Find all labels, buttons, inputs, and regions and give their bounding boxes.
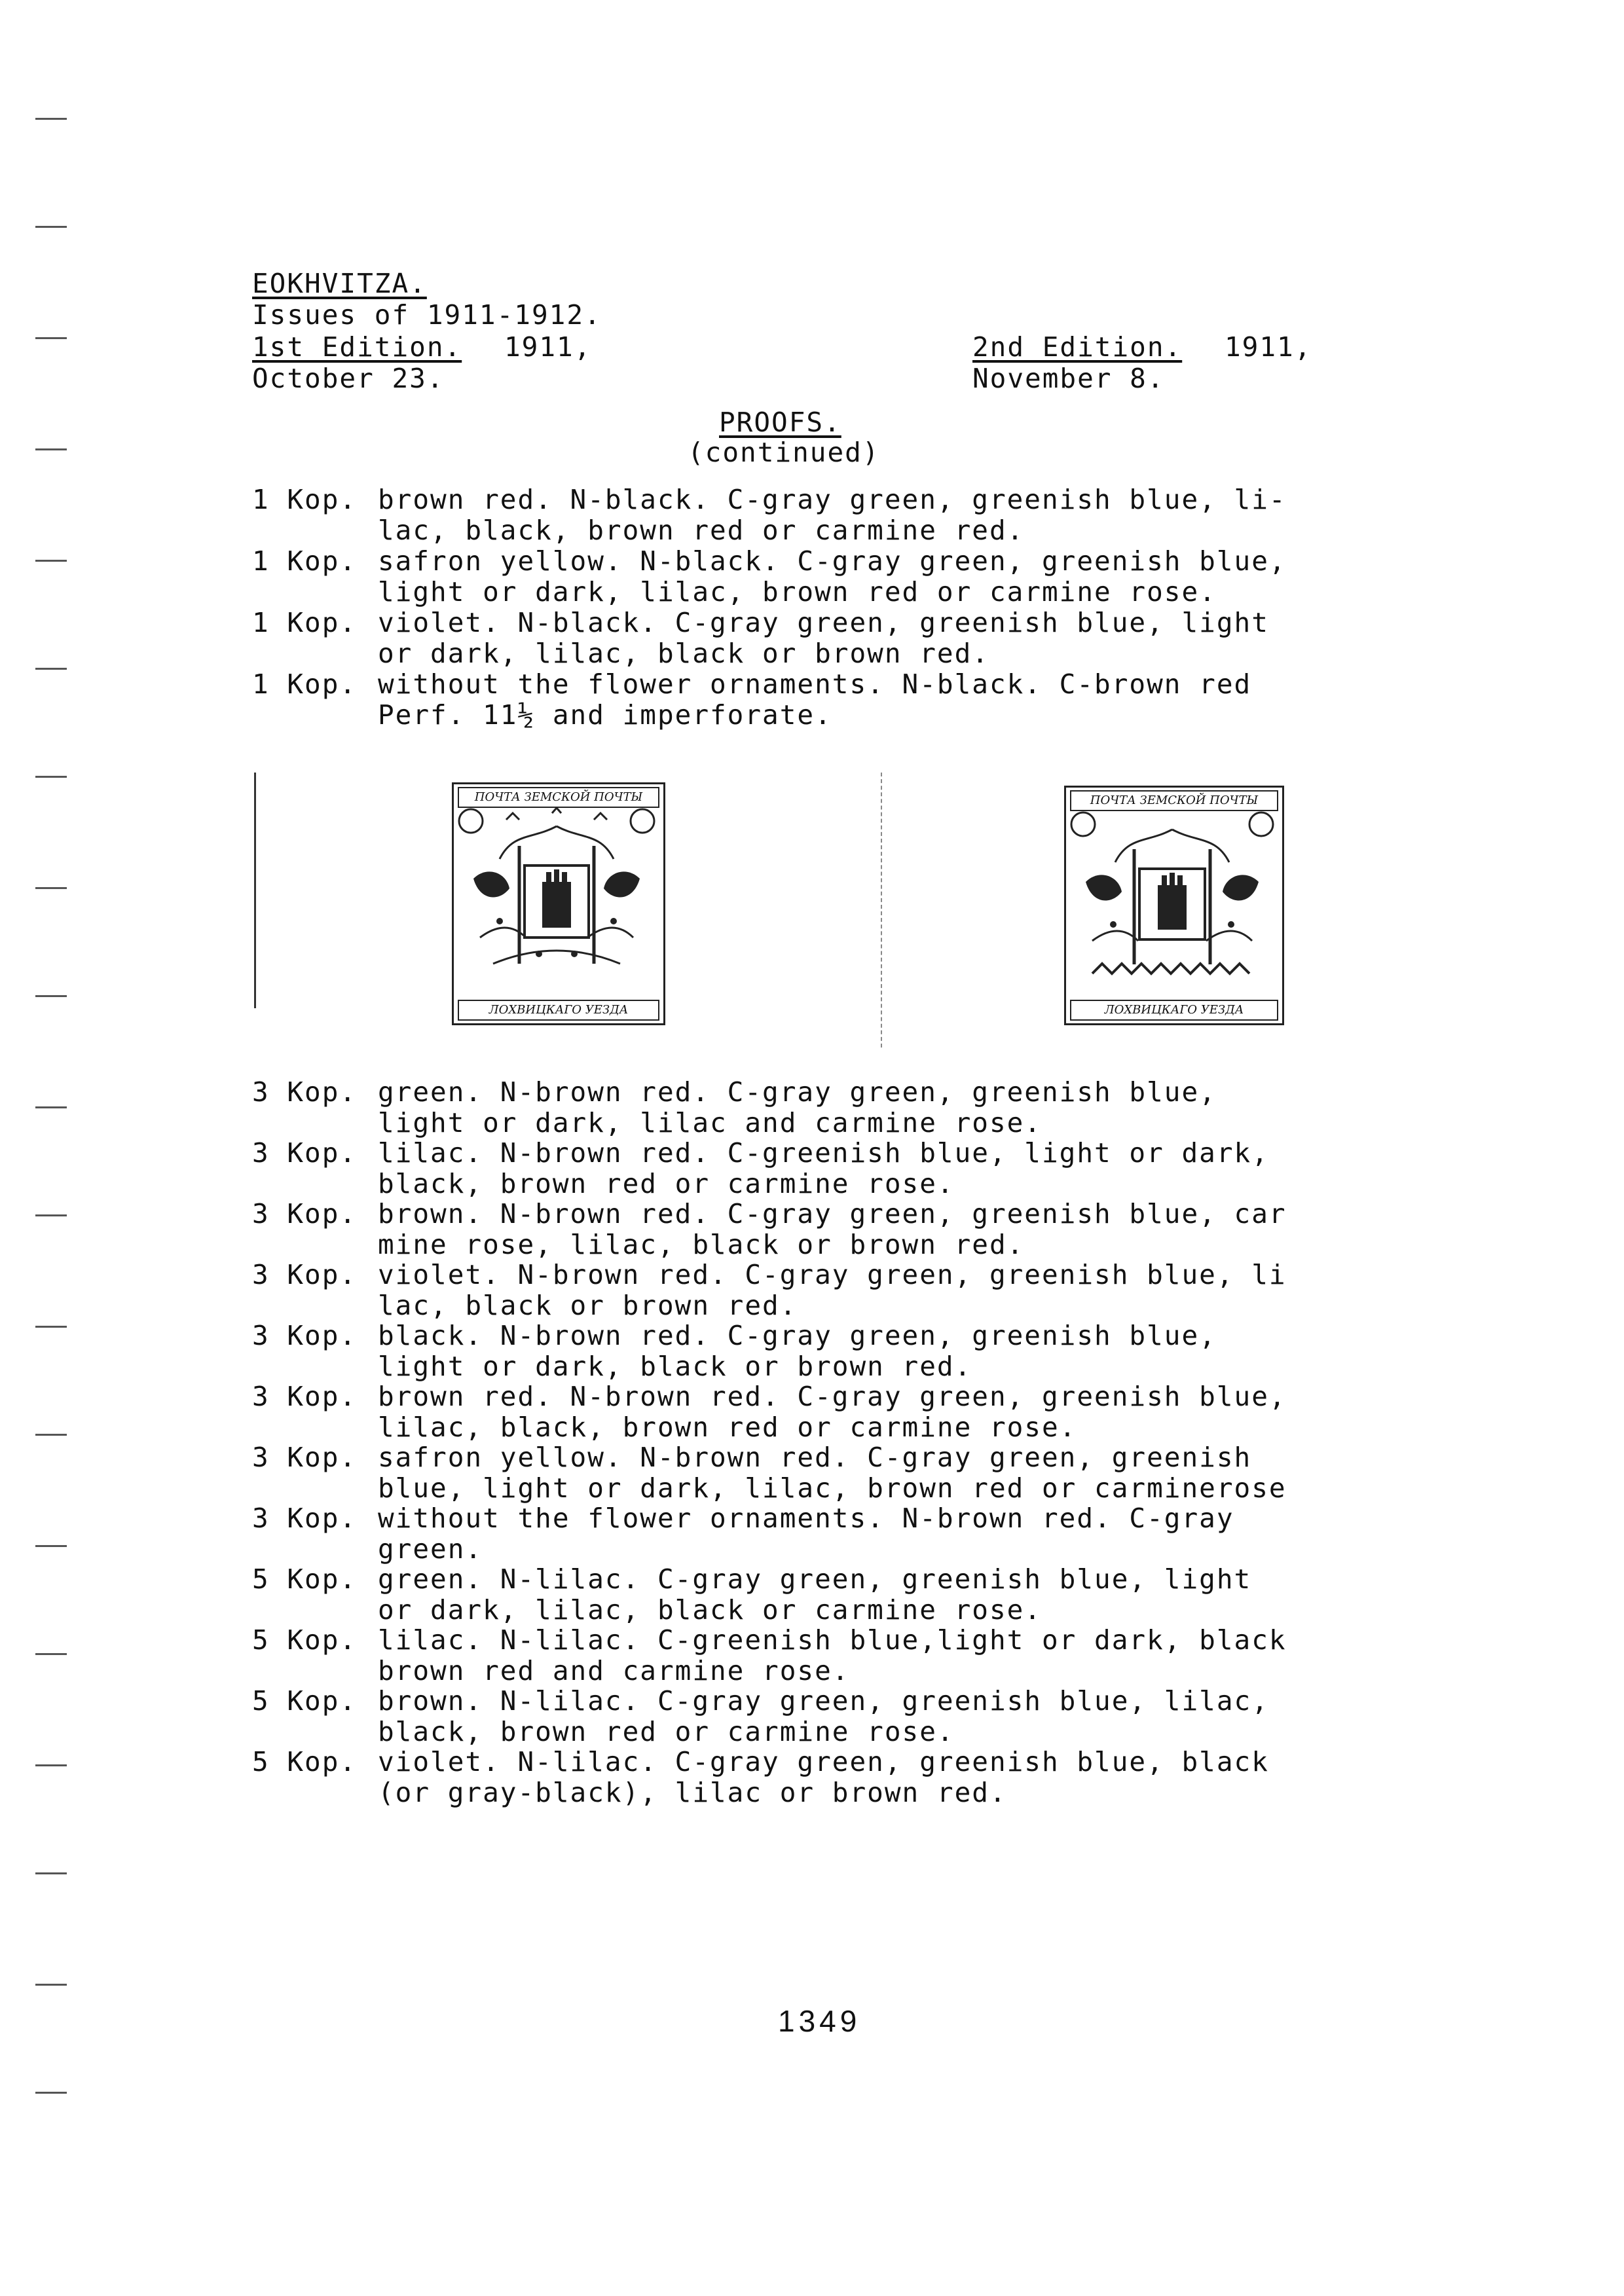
list-item xyxy=(252,608,1333,669)
margin-tick xyxy=(35,1653,67,1655)
list-item xyxy=(252,1686,1333,1747)
margin-tick xyxy=(35,1545,67,1547)
denomination: 3 Kop. xyxy=(252,1198,358,1230)
description-line: safron yellow. N-black. C-gray green, greenish blue, xyxy=(378,545,1287,577)
margin-tick xyxy=(35,995,67,997)
denomination: 3 Kop. xyxy=(252,1381,358,1412)
list-item xyxy=(252,1138,1333,1199)
list-item xyxy=(252,1077,1333,1139)
description-line: green. N-lilac. C-gray green, greenish blue, light xyxy=(378,1563,1252,1595)
first-edition-year: 1911, xyxy=(504,331,592,363)
denomination: 3 Kop. xyxy=(252,1259,358,1290)
description-line: brown red and carmine rose. xyxy=(378,1655,850,1686)
list-item xyxy=(252,546,1333,608)
description-line: green. N-brown red. C-gray green, greenish blue, xyxy=(378,1076,1217,1108)
second-edition-label: 2nd Edition. xyxy=(972,331,1183,363)
denomination: 3 Kop. xyxy=(252,1503,358,1534)
list-item xyxy=(252,1199,1333,1260)
list-item xyxy=(252,1381,1333,1443)
denomination: 5 Kop. xyxy=(252,1746,358,1777)
margin-tick xyxy=(35,776,67,778)
list-item xyxy=(252,1747,1333,1808)
description-line: violet. N-brown red. C-gray green, greenish blue, li xyxy=(378,1259,1287,1290)
margin-tick xyxy=(35,1434,67,1436)
list-item xyxy=(252,1503,1333,1565)
stamp-image xyxy=(1064,786,1284,1025)
margin-tick xyxy=(35,337,67,339)
stamp-top-inscription: ПОЧТА ЗЕМСКОЙ ПОЧТЫ xyxy=(1070,790,1278,811)
description-line: without the flower ornaments. N-brown red. C-gray xyxy=(378,1503,1234,1534)
margin-tick xyxy=(35,1764,67,1766)
denomination: 3 Kop. xyxy=(252,1137,358,1169)
list-item xyxy=(252,484,1333,546)
description-line: blue, light or dark, lilac, brown red or carminerose xyxy=(378,1472,1287,1504)
description-line: lilac, black, brown red or carmine rose. xyxy=(378,1412,1077,1443)
margin-tick xyxy=(35,448,67,450)
coat-of-arms-icon xyxy=(1066,810,1278,997)
margin-tick xyxy=(35,668,67,670)
description-line: black, brown red or carmine rose. xyxy=(378,1716,955,1747)
description-line: without the flower ornaments. N-black. C-brown red xyxy=(378,668,1252,700)
description-line: lac, black, brown red or carmine red. xyxy=(378,515,1025,546)
denomination: 3 Kop. xyxy=(252,1076,358,1108)
description-line: safron yellow. N-brown red. C-gray green, greenish xyxy=(378,1442,1252,1473)
margin-tick xyxy=(35,1326,67,1328)
description-line: lilac. N-brown red. C-greenish blue, light or dark, xyxy=(378,1137,1269,1169)
place-heading: EOKHVITZA. xyxy=(252,268,427,299)
margin-tick xyxy=(35,887,67,889)
margin-tick xyxy=(35,1214,67,1216)
description-line: violet. N-lilac. C-gray green, greenish blue, black xyxy=(378,1746,1269,1777)
description-line: brown red. N-brown red. C-gray green, greenish blue, xyxy=(378,1381,1287,1412)
section-title: PROOFS. xyxy=(719,407,841,438)
denomination: 3 Kop. xyxy=(252,1442,358,1473)
description-line: or dark, lilac, black or carmine rose. xyxy=(378,1594,1042,1626)
issues-line: Issues of 1911-1912. xyxy=(252,299,602,331)
denomination: 5 Kop. xyxy=(252,1563,358,1595)
stamp-bottom-inscription: ЛОХВИЦКАГО УЕЗДА xyxy=(1070,1000,1278,1021)
stamp-bottom-inscription: ЛОХВИЦКАГО УЕЗДА xyxy=(458,1000,659,1021)
coat-of-arms-icon xyxy=(454,807,659,996)
denomination: 5 Kop. xyxy=(252,1624,358,1656)
description-line: black. N-brown red. C-gray green, greenish blue, xyxy=(378,1320,1217,1351)
description-line: brown. N-lilac. C-gray green, greenish blue, lilac, xyxy=(378,1685,1269,1717)
list-item xyxy=(252,1625,1333,1686)
denomination: 1 Kop. xyxy=(252,607,358,638)
description-line: light or dark, lilac and carmine rose. xyxy=(378,1107,1042,1139)
margin-tick xyxy=(35,226,67,228)
first-edition-label: 1st Edition. xyxy=(252,331,462,363)
description-line: brown. N-brown red. C-gray green, greenish blue, car xyxy=(378,1198,1287,1230)
margin-tick xyxy=(35,118,67,120)
margin-tick xyxy=(35,2092,67,2094)
list-item xyxy=(252,1564,1333,1626)
margin-tick xyxy=(35,1106,67,1108)
denomination: 3 Kop. xyxy=(252,1320,358,1351)
second-edition-year: 1911, xyxy=(1225,331,1312,363)
page-number: 1349 xyxy=(778,2004,861,2038)
description-line: Perf. 11½ and imperforate. xyxy=(378,699,832,731)
margin-tick xyxy=(35,1984,67,1986)
description-line: violet. N-black. C-gray green, greenish blue, light xyxy=(378,607,1269,638)
margin-tick xyxy=(35,1872,67,1874)
stamp-top-inscription: ПОЧТА ЗЕМСКОЙ ПОЧТЫ xyxy=(458,787,659,808)
description-line: brown red. N-black. C-gray green, greenish blue, li- xyxy=(378,484,1287,515)
margin-tick xyxy=(35,560,67,562)
description-line: (or gray-black), lilac or brown red. xyxy=(378,1777,1007,1808)
denomination: 1 Kop. xyxy=(252,668,358,700)
description-line: black, brown red or carmine rose. xyxy=(378,1168,955,1199)
description-line: light or dark, black or brown red. xyxy=(378,1351,972,1382)
description-line: lac, black or brown red. xyxy=(378,1290,798,1321)
denomination: 5 Kop. xyxy=(252,1685,358,1717)
list-item xyxy=(252,669,1333,731)
scan-mark xyxy=(254,773,256,1008)
denomination: 1 Kop. xyxy=(252,484,358,515)
description-line: or dark, lilac, black or brown red. xyxy=(378,638,989,669)
list-item xyxy=(252,1260,1333,1321)
stamp-image xyxy=(452,782,665,1025)
first-edition-date: October 23. xyxy=(252,363,445,394)
divider xyxy=(881,773,883,1048)
description-line: mine rose, lilac, black or brown red. xyxy=(378,1229,1025,1260)
description-line: green. xyxy=(378,1533,483,1565)
description-line: lilac. N-lilac. C-greenish blue,light or dark, black xyxy=(378,1624,1287,1656)
second-edition-date: November 8. xyxy=(972,363,1165,394)
denomination: 1 Kop. xyxy=(252,545,358,577)
list-item xyxy=(252,1442,1333,1504)
section-subtitle: (continued) xyxy=(688,437,880,468)
list-item xyxy=(252,1321,1333,1382)
description-line: light or dark, lilac, brown red or carmine rose. xyxy=(378,576,1217,608)
